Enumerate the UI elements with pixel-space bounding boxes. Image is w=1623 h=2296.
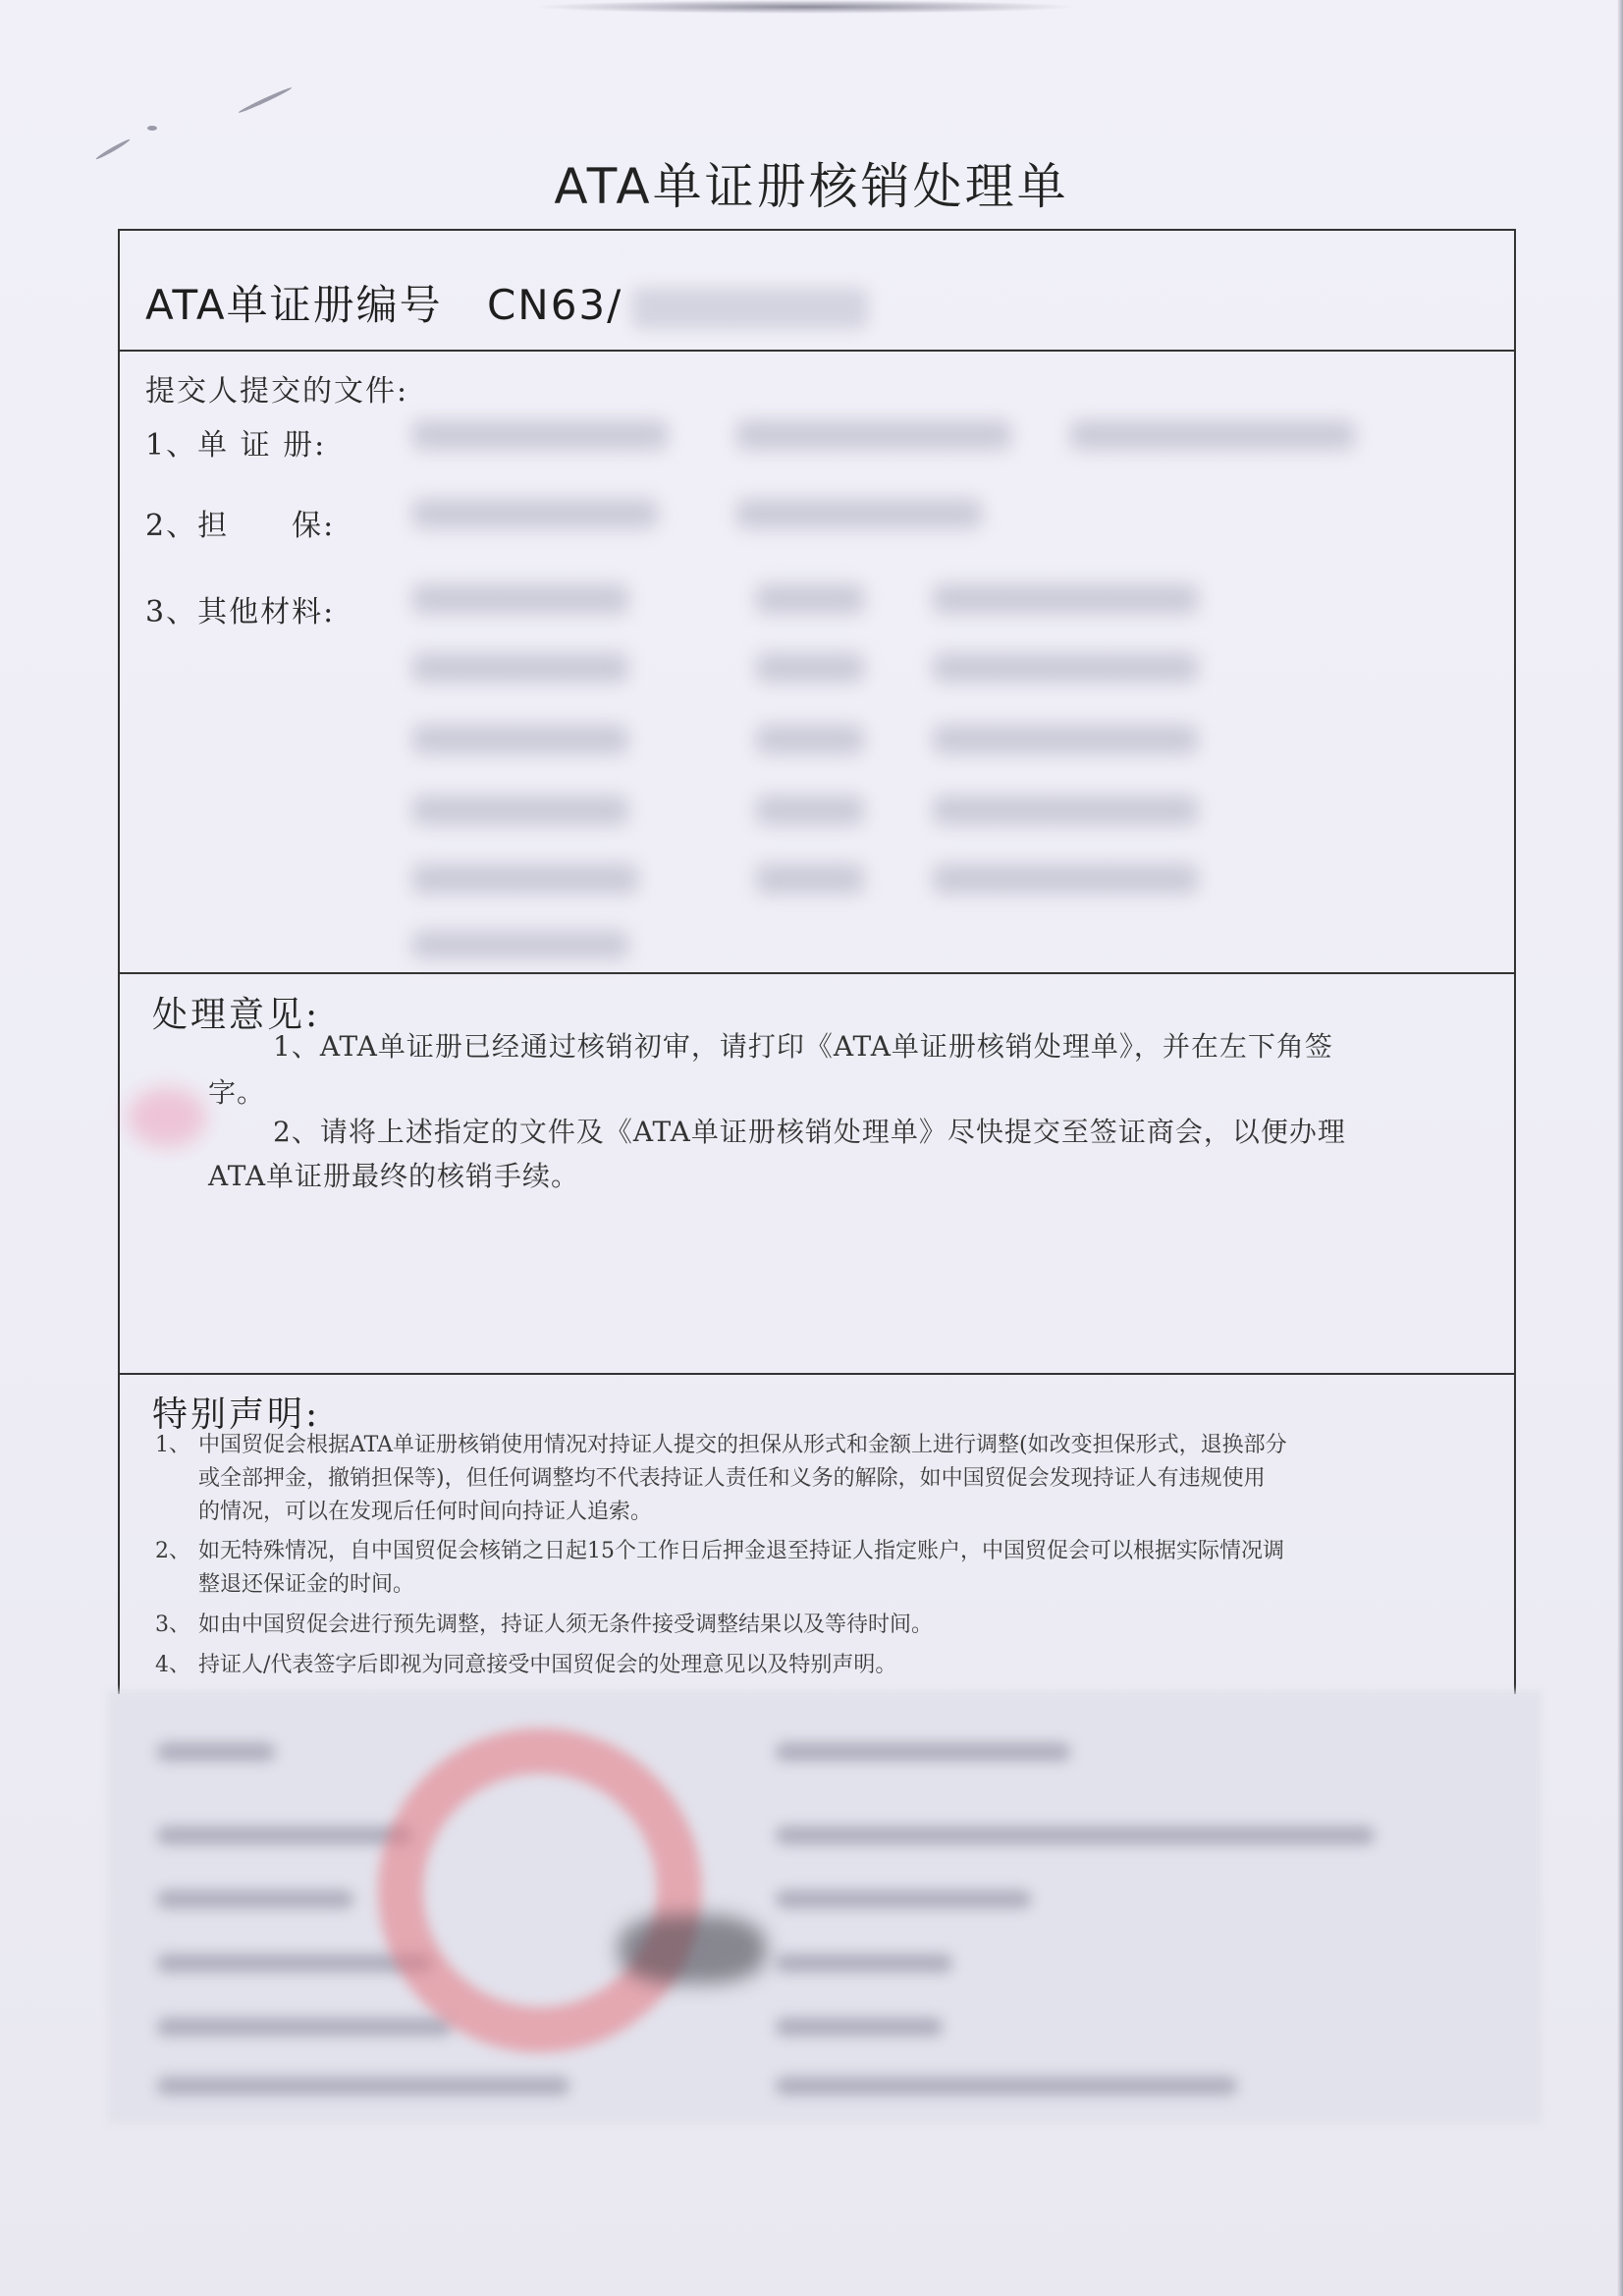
note-line: 如由中国贸促会进行预先调整，持证人须无条件接受调整结果以及等待时间。	[198, 1613, 934, 1637]
redacted-entry	[933, 795, 1198, 825]
document-title: ATA单证册核销处理单	[554, 158, 1069, 215]
redacted-text	[776, 2077, 1237, 2095]
divider-opinion	[118, 1373, 1516, 1375]
opinion-line-3: 2、请将上述指定的文件及《ATA单证册核销处理单》尽快提交至签证商会，以便办理	[273, 1116, 1346, 1148]
redacted-entry	[756, 584, 864, 614]
redacted-entry	[1070, 420, 1355, 450]
cert-number-prefix: CN63/	[486, 281, 623, 329]
redacted-entry	[412, 931, 628, 958]
ink-smudge	[128, 1088, 206, 1147]
cert-number-redacted	[632, 288, 868, 329]
speck	[147, 126, 157, 131]
redacted-entry	[756, 725, 864, 754]
note-number: 3、	[155, 1613, 190, 1637]
redacted-entry	[412, 420, 668, 450]
note-number: 1、	[155, 1433, 190, 1457]
note-2	[155, 1535, 1510, 1604]
opinion-line-2: 字。	[208, 1076, 266, 1109]
redacted-entry	[756, 795, 864, 825]
redacted-entry	[933, 864, 1198, 894]
file-item-guarantee: 2、担 保:	[145, 509, 336, 543]
redacted-entry	[412, 653, 628, 683]
note-1	[155, 1429, 1510, 1532]
paper-edge-shadow	[1617, 0, 1623, 2296]
divider-files	[118, 972, 1516, 974]
redacted-entry	[933, 725, 1198, 754]
note-3	[155, 1609, 1510, 1642]
handwritten-signature	[619, 1915, 766, 1984]
redacted-entry	[412, 864, 638, 894]
opinion-heading: 处理意见:	[152, 995, 321, 1035]
redacted-text	[157, 2077, 569, 2095]
redacted-text	[157, 1890, 353, 1908]
note-line: 如无特殊情况，自中国贸促会核销之日起15个工作日后押金退至持证人指定账户，中国贸促会可以根据实际情况调	[198, 1539, 1284, 1563]
submitted-files-label: 提交人提交的文件:	[145, 374, 409, 409]
redacted-entry	[933, 653, 1198, 683]
redacted-text	[776, 1954, 952, 1972]
cert-number-row	[145, 273, 868, 332]
redacted-entry	[756, 864, 864, 894]
redacted-text	[776, 2018, 943, 2036]
special-heading: 特别声明:	[152, 1394, 321, 1435]
note-number: 4、	[155, 1653, 190, 1677]
redacted-text	[776, 1743, 1070, 1761]
note-line: 的情况，可以在发现后任何时间向持证人追索。	[198, 1500, 653, 1524]
red-seal-stamp	[378, 1728, 702, 2052]
redacted-entry	[736, 420, 1011, 450]
redacted-text	[776, 1890, 1031, 1908]
note-line: 或全部押金，撤销担保等)，但任何调整均不代表持证人责任和义务的解除，如中国贸促会发现持证人有违规使用	[198, 1466, 1266, 1491]
redacted-entry	[412, 584, 628, 614]
redacted-entry	[933, 584, 1198, 614]
note-line: 整退还保证金的时间。	[198, 1572, 415, 1597]
note-number: 2、	[155, 1539, 190, 1563]
opinion-line-1: 1、ATA单证册已经通过核销初审，请打印《ATA单证册核销处理单》，并在左下角签	[273, 1030, 1333, 1063]
redacted-text	[157, 1743, 275, 1761]
cert-number-label: ATA单证册编号	[145, 281, 443, 329]
redacted-entry	[412, 725, 628, 754]
redacted-text	[157, 2018, 452, 2036]
divider-cert-number	[118, 350, 1516, 352]
redacted-text	[157, 1954, 432, 1972]
redacted-entry	[736, 499, 982, 528]
file-item-other: 3、其他材料:	[145, 595, 336, 629]
redacted-text	[157, 1827, 412, 1844]
redacted-entry	[412, 499, 658, 528]
redacted-text	[776, 1827, 1375, 1844]
note-line: 中国贸促会根据ATA单证册核销使用情况对持证人提交的担保从形式和金额上进行调整(如改变担保形式，退换部分	[198, 1433, 1287, 1457]
redacted-entry	[756, 653, 864, 683]
file-item-booklet: 1、单 证 册:	[145, 428, 327, 463]
redacted-entry	[412, 795, 628, 825]
opinion-line-4: ATA单证册最终的核销手续。	[208, 1160, 580, 1192]
scan-shadow	[530, 0, 1080, 14]
note-4	[155, 1649, 1510, 1682]
note-line: 持证人/代表签字后即视为同意接受中国贸促会的处理意见以及特别声明。	[198, 1653, 897, 1677]
